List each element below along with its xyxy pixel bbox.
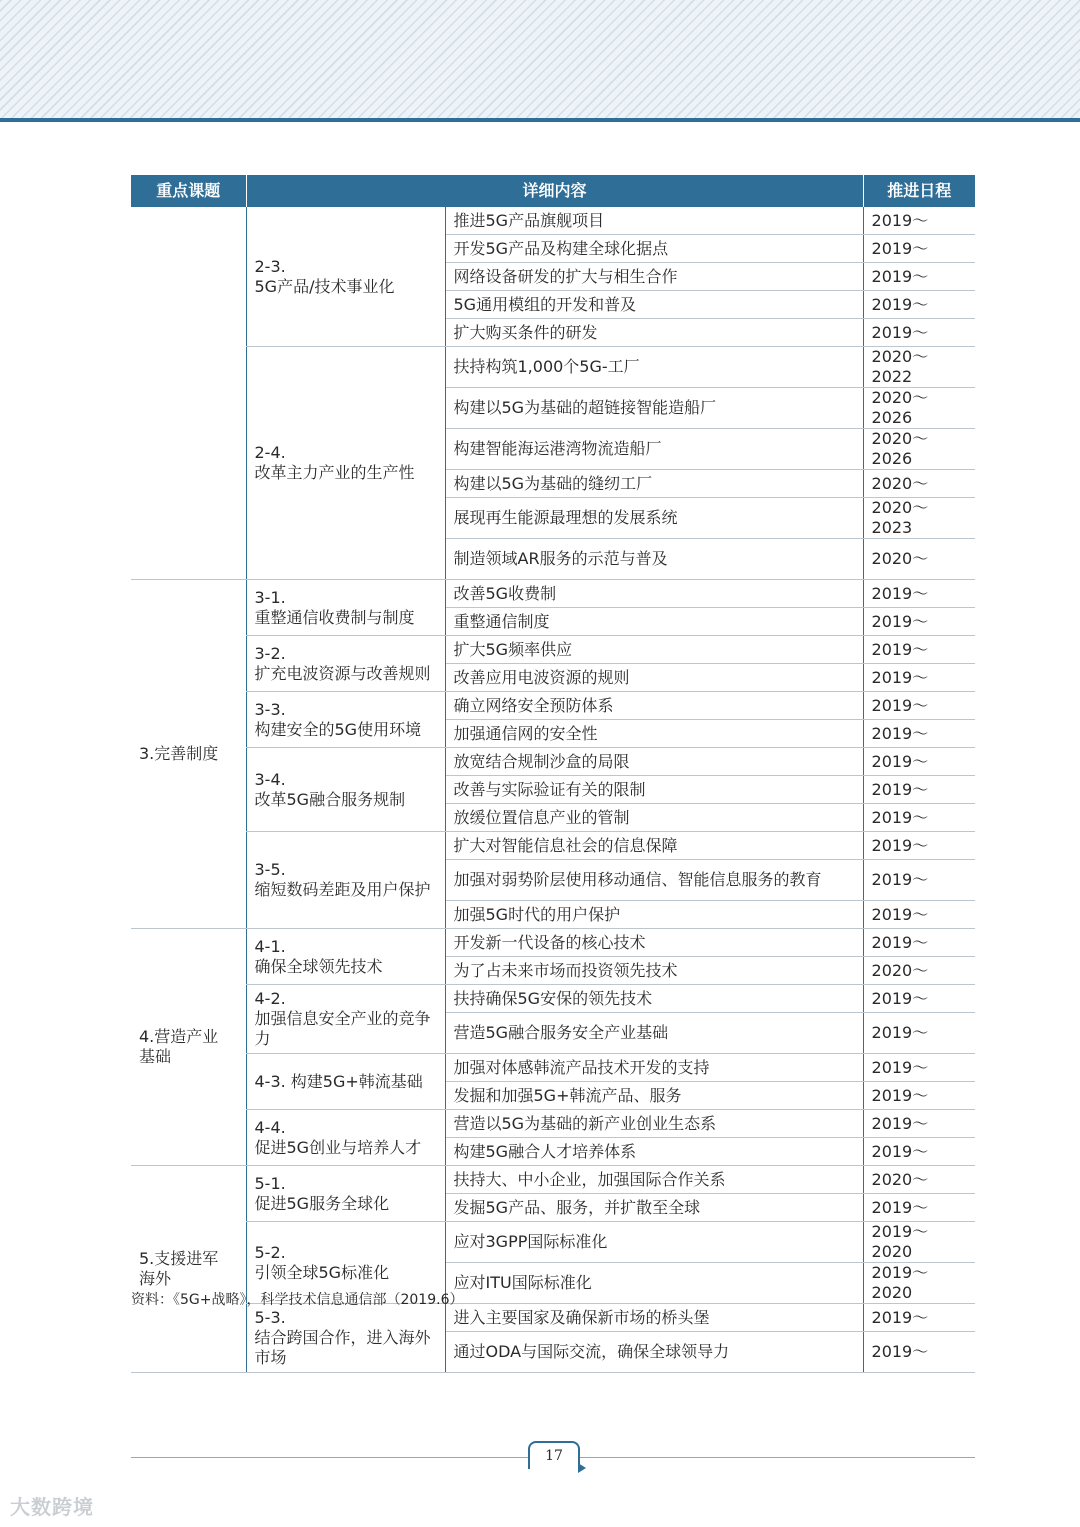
table-row — [131, 1166, 975, 1194]
table-row — [131, 207, 975, 235]
detail-cell: 应对ITU国际标准化 — [445, 1263, 863, 1304]
table-header-row — [131, 175, 975, 207]
detail-cell: 通过ODA与国际交流，确保全球领导力 — [445, 1332, 863, 1373]
detail-cell: 营造5G融合服务安全产业基础 — [445, 1013, 863, 1054]
schedule-cell: 2019～ — [863, 319, 975, 347]
schedule-cell: 2019～ — [863, 263, 975, 291]
schedule-cell: 2020～ — [863, 470, 975, 498]
schedule-cell: 2019～ — [863, 901, 975, 929]
schedule-cell: 2020～2026 — [863, 429, 975, 470]
detail-cell: 构建以5G为基础的超链接智能造船厂 — [445, 388, 863, 429]
detail-cell: 扩大5G频率供应 — [445, 636, 863, 664]
topic-cell: 5.支援进军 海外 — [131, 1166, 246, 1373]
schedule-cell: 2019～ — [863, 720, 975, 748]
schedule-cell: 2019～2020 — [863, 1222, 975, 1263]
table-row — [131, 692, 975, 720]
detail-cell: 确立网络安全预防体系 — [445, 692, 863, 720]
page-number: 17 — [545, 1448, 563, 1464]
detail-cell: 网络设备研发的扩大与相生合作 — [445, 263, 863, 291]
subtopic-cell: 4-4. 促进5G创业与培养人才 — [246, 1110, 445, 1166]
watermark: 大数跨境 — [10, 1495, 94, 1519]
schedule-cell: 2019～ — [863, 636, 975, 664]
schedule-cell: 2019～ — [863, 291, 975, 319]
detail-cell: 构建以5G为基础的缝纫工厂 — [445, 470, 863, 498]
topic-cell: 4.营造产业 基础 — [131, 929, 246, 1166]
table-row — [131, 832, 975, 860]
schedule-cell: 2019～ — [863, 207, 975, 235]
header-schedule: 推进日程 — [863, 175, 975, 207]
table-row — [131, 1110, 975, 1138]
strategy-table — [131, 175, 975, 1373]
detail-cell: 重整通信制度 — [445, 608, 863, 636]
subtopic-cell: 3-5. 缩短数码差距及用户保护 — [246, 832, 445, 929]
subtopic-cell: 3-4. 改革5G融合服务规制 — [246, 748, 445, 832]
schedule-cell: 2020～ — [863, 539, 975, 580]
subtopic-cell: 4-1. 确保全球领先技术 — [246, 929, 445, 985]
schedule-cell: 2020～ — [863, 957, 975, 985]
subtopic-cell: 5-1. 促进5G服务全球化 — [246, 1166, 445, 1222]
table-row — [131, 748, 975, 776]
schedule-cell: 2019～ — [863, 1194, 975, 1222]
topic-cell — [131, 207, 246, 580]
subtopic-cell: 3-1. 重整通信收费制与制度 — [246, 580, 445, 636]
header-detail: 详细内容 — [246, 175, 863, 207]
table-row — [131, 347, 975, 388]
schedule-cell: 2019～ — [863, 776, 975, 804]
detail-cell: 发掘和加强5G+韩流产品、服务 — [445, 1082, 863, 1110]
detail-cell: 进入主要国家及确保新市场的桥头堡 — [445, 1304, 863, 1332]
header-rule — [0, 118, 1080, 122]
table-row — [131, 1222, 975, 1263]
schedule-cell: 2019～ — [863, 985, 975, 1013]
page-number-tab — [528, 1441, 580, 1469]
subtopic-cell: 3-3. 构建安全的5G使用环境 — [246, 692, 445, 748]
detail-cell: 开发新一代设备的核心技术 — [445, 929, 863, 957]
topic-cell: 3.完善制度 — [131, 580, 246, 929]
schedule-cell: 2020～2026 — [863, 388, 975, 429]
detail-cell: 改善与实际验证有关的限制 — [445, 776, 863, 804]
detail-cell: 5G通用模组的开发和普及 — [445, 291, 863, 319]
schedule-cell: 2019～ — [863, 608, 975, 636]
header-topic: 重点课题 — [131, 175, 246, 207]
schedule-cell: 2019～ — [863, 1138, 975, 1166]
schedule-cell: 2019～ — [863, 929, 975, 957]
schedule-cell: 2019～2020 — [863, 1263, 975, 1304]
schedule-cell: 2019～ — [863, 748, 975, 776]
subtopic-cell: 4-2. 加强信息安全产业的竞争力 — [246, 985, 445, 1054]
table-body — [131, 207, 975, 1373]
subtopic-cell: 5-3. 结合跨国合作，进入海外市场 — [246, 1304, 445, 1373]
detail-cell: 扩大购买条件的研发 — [445, 319, 863, 347]
schedule-cell: 2020～ — [863, 1166, 975, 1194]
detail-cell: 为了占未来市场而投资领先技术 — [445, 957, 863, 985]
schedule-cell: 2019～ — [863, 860, 975, 901]
schedule-cell: 2019～ — [863, 1082, 975, 1110]
subtopic-cell: 5-2. 引领全球5G标准化 — [246, 1222, 445, 1304]
table-row — [131, 636, 975, 664]
schedule-cell: 2019～ — [863, 804, 975, 832]
detail-cell: 制造领域AR服务的示范与普及 — [445, 539, 863, 580]
schedule-cell: 2019～ — [863, 580, 975, 608]
schedule-cell: 2019～ — [863, 1110, 975, 1138]
detail-cell: 扩大对智能信息社会的信息保障 — [445, 832, 863, 860]
table-row — [131, 1054, 975, 1082]
detail-cell: 展现再生能源最理想的发展系统 — [445, 498, 863, 539]
schedule-cell: 2019～ — [863, 692, 975, 720]
detail-cell: 扶持构筑1,000个5G-工厂 — [445, 347, 863, 388]
source-note: 资料：《5G+战略》，科学技术信息通信部（2019.6） — [131, 1292, 464, 1308]
detail-cell: 构建5G融合人才培养体系 — [445, 1138, 863, 1166]
detail-cell: 加强5G时代的用户保护 — [445, 901, 863, 929]
header-pattern — [0, 0, 1080, 118]
schedule-cell: 2019～ — [863, 1332, 975, 1373]
schedule-cell: 2019～ — [863, 1054, 975, 1082]
table-row — [131, 580, 975, 608]
detail-cell: 放缓位置信息产业的管制 — [445, 804, 863, 832]
schedule-cell: 2019～ — [863, 664, 975, 692]
schedule-cell: 2020～2022 — [863, 347, 975, 388]
schedule-cell: 2020～2023 — [863, 498, 975, 539]
schedule-cell: 2019～ — [863, 1013, 975, 1054]
schedule-cell: 2019～ — [863, 832, 975, 860]
detail-cell: 构建智能海运港湾物流造船厂 — [445, 429, 863, 470]
detail-cell: 应对3GPP国际标准化 — [445, 1222, 863, 1263]
detail-cell: 发掘5G产品、服务，并扩散至全球 — [445, 1194, 863, 1222]
table-row — [131, 929, 975, 957]
subtopic-cell: 2-3. 5G产品/技术事业化 — [246, 207, 445, 347]
detail-cell: 加强通信网的安全性 — [445, 720, 863, 748]
subtopic-cell: 2-4. 改革主力产业的生产性 — [246, 347, 445, 580]
detail-cell: 加强对体感韩流产品技术开发的支持 — [445, 1054, 863, 1082]
schedule-cell: 2019～ — [863, 235, 975, 263]
detail-cell: 改善应用电波资源的规则 — [445, 664, 863, 692]
schedule-cell: 2019～ — [863, 1304, 975, 1332]
detail-cell: 扶持确保5G安保的领先技术 — [445, 985, 863, 1013]
detail-cell: 放宽结合规制沙盒的局限 — [445, 748, 863, 776]
detail-cell: 开发5G产品及构建全球化据点 — [445, 235, 863, 263]
detail-cell: 扶持大、中小企业，加强国际合作关系 — [445, 1166, 863, 1194]
detail-cell: 推进5G产品旗舰项目 — [445, 207, 863, 235]
subtopic-cell: 4-3. 构建5G+韩流基础 — [246, 1054, 445, 1110]
detail-cell: 加强对弱势阶层使用移动通信、智能信息服务的教育 — [445, 860, 863, 901]
table-row — [131, 985, 975, 1013]
subtopic-cell: 3-2. 扩充电波资源与改善规则 — [246, 636, 445, 692]
page-tab-arrow-icon — [578, 1463, 586, 1473]
detail-cell: 改善5G收费制 — [445, 580, 863, 608]
detail-cell: 营造以5G为基础的新产业创业生态系 — [445, 1110, 863, 1138]
